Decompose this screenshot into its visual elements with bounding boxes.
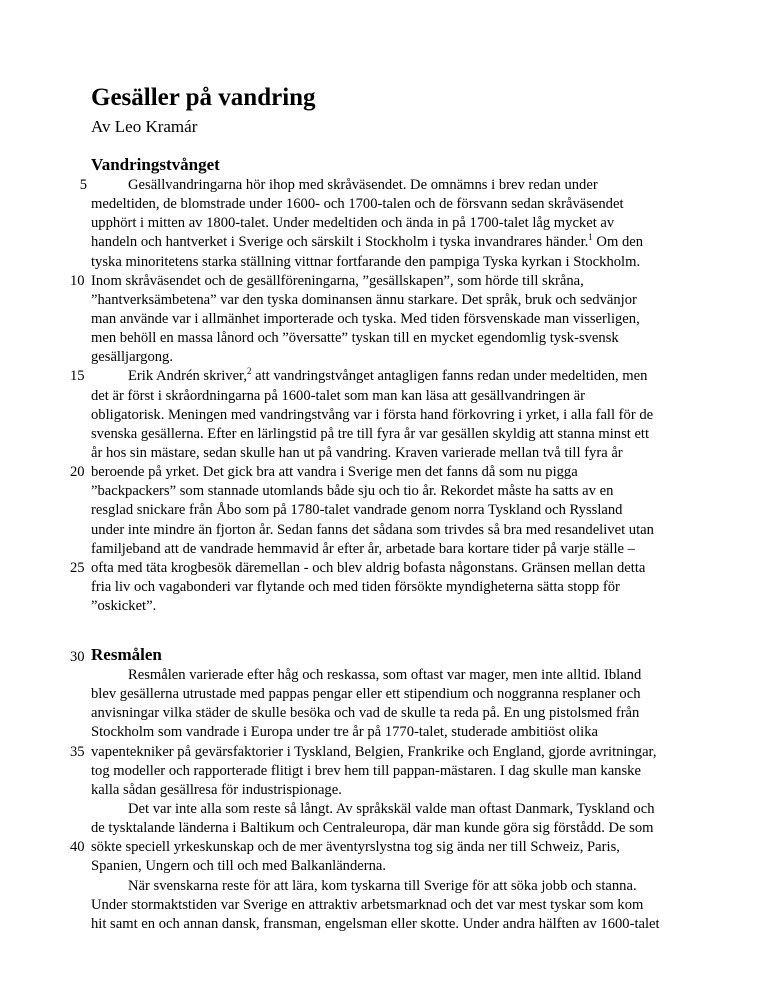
- line-text: fria liv och vagabonderi var flytande och med tiden försökte myndigheterna sätta stopp för: [91, 578, 620, 595]
- line-text: Resmålen varierade efter håg och reskassa, som oftast var mager, men inte alltid. Ibland: [128, 667, 642, 683]
- line-text: resglad snickare från Åbo som på 1780-talet vandrade genom norra Tyskland och Ryssland: [91, 502, 623, 519]
- line-text: Under stormaktstiden var Sverige en attraktiv arbetsmarknad och det var mest tyskar som kom: [91, 896, 644, 913]
- text-line: [91, 666, 701, 685]
- document-author: Av Leo Kramár: [91, 117, 198, 136]
- text-line: [91, 253, 701, 272]
- line-text: När svenskarna reste för att lära, kom tyskarna till Sverige för att söka jobb och stanna.: [128, 877, 637, 894]
- text-line: [91, 444, 701, 463]
- text-line: [91, 425, 701, 444]
- section-heading: Vandringstvånget: [91, 155, 220, 174]
- text-line: [79, 176, 701, 195]
- line-text: det är först i skråordningarna på 1600-talet som man kan läsa att gesällvandringen är: [91, 387, 585, 404]
- line-text: Stockholm som vandrade i Europa under tre år på 1770-talet, studerade ambitiöst olika: [91, 724, 598, 741]
- line-text-continued: att vandringstvånget antagligen fanns redan under medeltiden, men: [251, 368, 648, 385]
- text-line: [91, 195, 701, 214]
- line-text: år hos sin mästare, sedan skulle han ut på vandring. Kraven varierade mellan två till fyra år: [91, 444, 623, 461]
- line-text: ”hantverksämbetena” var den tyska dominansen ännu starkare. Det språk, bruk och sedvänjor: [91, 291, 637, 308]
- line-number: 15: [70, 368, 85, 385]
- line-text: Gesällvandringarna hör ihop med skråväsendet. De omnämns i brev redan under: [128, 177, 598, 193]
- text-line: [70, 743, 701, 762]
- line-text: gesälljargong.: [91, 349, 174, 366]
- text-line: [91, 482, 701, 501]
- text-line: [91, 521, 701, 540]
- line-text: vapentekniker på gevärsfaktorier i Tyskland, Belgien, Frankrike och England, gjorde avritningar,: [91, 743, 657, 760]
- line-text: tog modeller och rapporterade flitigt i brev hem till pappan-mästaren. I dag skulle man kanske: [91, 762, 641, 779]
- text-line: [91, 501, 701, 520]
- footnote-marker[interactable]: 2: [246, 366, 252, 377]
- text-line: [91, 291, 701, 310]
- text-line: [91, 857, 701, 876]
- line-text: upphört i mitten av 1800-talet. Under medeltiden och ända in på 1700-talet låg mycket av: [91, 215, 615, 232]
- text-line: [91, 819, 701, 838]
- line-text: Inom skråväsendet och de gesällföreningarna, ”gesällskapen”, som hörde till skråna,: [91, 272, 584, 289]
- section-heading-text: Resmålen: [91, 645, 162, 664]
- line-text: handeln och hantverket i Sverige och särskilt i Stockholm i tyska invandrares händer.: [91, 234, 589, 251]
- section-vandringstvanget: [70, 154, 701, 616]
- text-line: [91, 896, 701, 915]
- line-text: svenska gesällerna. Efter en lärlingstid på tre till fyra år var gesällen skyldig att stanna minst ett: [91, 425, 650, 442]
- line-text: kalla sådan gesällresa för industrispionage.: [91, 781, 342, 798]
- line-text: ofta med täta krogbesök däremellan - och blev aldrig bofasta någonstans. Gränsen mellan detta: [91, 559, 646, 576]
- line-number: 5: [79, 177, 87, 193]
- text-line: [91, 540, 701, 559]
- text-line: [91, 685, 701, 704]
- line-text: familjeband att de vandrade hemmavid år efter år, arbetade bara kortare tider på varje ställe –: [91, 540, 635, 557]
- line-text: Erik Andrén skriver,: [128, 368, 247, 385]
- text-line: [91, 723, 701, 742]
- text-line: [70, 366, 701, 386]
- text-line: [91, 704, 701, 723]
- line-text: medeltiden, de blomstrade under 1600- och 1700-talen och de försvann sedan skråväsendet: [91, 196, 624, 213]
- text-line: [91, 348, 701, 367]
- line-number: 20: [70, 464, 85, 481]
- line-text: beroende på yrket. Det gick bra att vandra i Sverige men det fanns då som nu pigga: [91, 464, 578, 481]
- text-line: [70, 838, 701, 857]
- text-line: [91, 406, 701, 425]
- document-title: Gesäller på vandring: [91, 84, 316, 111]
- text-line: [91, 781, 701, 800]
- text-line: [91, 915, 701, 934]
- text-line: [91, 877, 701, 896]
- line-text: tyska minoritetens starka ställning vittnar fortfarande den pampiga Tyska kyrkan i Stockholm.: [91, 253, 641, 270]
- line-number: 25: [70, 559, 85, 576]
- text-line: [91, 762, 701, 781]
- line-text: Spanien, Ungern och till och med Balkanländerna.: [91, 858, 387, 875]
- text-line: [91, 233, 701, 252]
- line-text: anvisningar vilka städer de skulle besöka och vad de skulle ta reda på. En ung pistolsmed från: [91, 705, 640, 722]
- section-body: [70, 176, 701, 616]
- line-text: blev gesällerna utrustade med pappas pengar eller ett stipendium och noggranna resplaner och: [91, 686, 641, 703]
- text-line: [70, 559, 701, 578]
- line-text: man använde var i allmänhet importerade och tyska. Med tiden försvenskade man visserligen,: [91, 310, 640, 327]
- line-text: de tysktalande länderna i Baltikum och Centraleuropa, där man kunde göra sig förstådd. De som: [91, 820, 654, 837]
- text-line: [91, 578, 701, 597]
- section-body: [70, 666, 701, 934]
- text-line: [91, 310, 701, 329]
- line-number: 35: [70, 743, 85, 760]
- section-heading: 30 Resmålen: [70, 645, 162, 665]
- line-number: 10: [70, 272, 85, 289]
- text-line: [91, 800, 701, 819]
- line-text: sökte speciell yrkeskunskap och de mer äventyrslystna tog sig ända ner till Schweiz, Paris,: [91, 839, 620, 856]
- text-line: [70, 463, 701, 482]
- line-text: ”backpackers” som stannade utomlands både sju och tio år. Rekordet måste ha satts av en: [91, 483, 614, 500]
- text-line: [91, 329, 701, 348]
- line-text-continued: Om den: [592, 234, 644, 251]
- text-line: [91, 214, 701, 233]
- text-line: [91, 597, 701, 616]
- section-resmalen: [70, 644, 701, 934]
- line-text: under inte mindre än fjorton år. Sedan fanns det sådana som trivdes så bra med resandelivet utan: [91, 521, 654, 538]
- line-text: obligatorisk. Meningen med vandringstvång var i första hand förkovring i yrket, i alla fall för de: [91, 406, 654, 423]
- text-line: [91, 387, 701, 406]
- line-text: men behöll en massa lånord och ”översatte” tyskan till en mycket egendomlig tysk-svensk: [91, 330, 619, 347]
- text-line: [70, 272, 701, 291]
- line-text: hit samt en och annan dansk, fransman, engelsman eller skotte. Under andra hälften av 1600-talet: [91, 915, 660, 932]
- footnote-marker[interactable]: 1: [588, 232, 593, 243]
- line-text: ”oskicket”.: [91, 598, 157, 615]
- line-number: 40: [70, 839, 85, 856]
- line-text: Det var inte alla som reste så långt. Av språkskäl valde man oftast Danmark, Tyskland och: [128, 800, 655, 817]
